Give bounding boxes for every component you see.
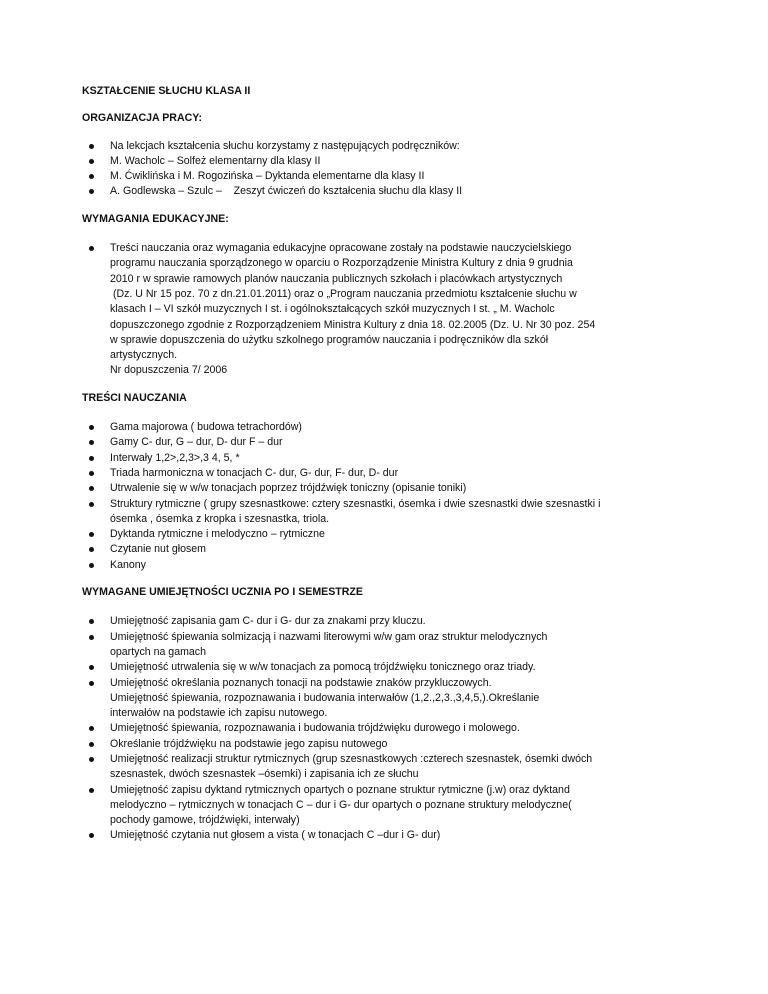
text-line: melodyczno – rytmicznych w tonacjach C – dur i G- dur opartych o poznane struktury melodyczne( xyxy=(110,798,572,811)
list-item: Interwały 1,2>,2,3>,3 4, 5, * xyxy=(82,451,692,466)
text-line: (Dz. U Nr 15 poz. 70 z dn.21.01.2011) oraz o „Program nauczania przedmiotu kształcenie słuchu w xyxy=(110,287,577,300)
text-line: Struktury rytmiczne ( grupy szesnastkowe: cztery szesnastki, ósemka i dwie szesnastki dwie szesnastki i xyxy=(110,497,601,510)
list-item: A. Godlewska – Szulc – Zeszyt ćwiczeń do kształcenia słuchu dla klasy II xyxy=(82,184,692,199)
section-heading-umiejetnosci: WYMAGANE UMIEJĘTNOŚCI UCZNIA PO I SEMESTRZE xyxy=(82,586,363,599)
wymagania-list xyxy=(82,241,692,379)
list-item: Utrwalenie się w w/w tonacjach poprzez trójdźwięk toniczny (opisanie toniki) xyxy=(82,481,692,496)
text-line: w sprawie dopuszczenia do użytku szkolnego programów nauczania i podręczników dla szkół xyxy=(110,333,549,346)
section-heading-tresci: TREŚCI NAUCZANIA xyxy=(82,391,187,404)
list-item: Dyktanda rytmiczne i melodyczno – rytmiczne xyxy=(82,527,692,542)
list-item xyxy=(82,783,692,829)
text-line: Umiejętność określania poznanych tonacji na podstawie znaków przykluczowych. xyxy=(110,676,492,689)
text-line: Umiejętność realizacji struktur rytmicznych (grup szesnastkowych :czterech szesnastek, ósemki dwóch xyxy=(110,752,593,765)
tresci-list xyxy=(82,420,692,573)
list-item: Umiejętność utrwalenia się w w/w tonacjach za pomocą trójdźwięku tonicznego oraz triady. xyxy=(82,660,692,675)
list-item: Czytanie nut głosem xyxy=(82,542,692,557)
list-item: M. Ćwiklińska i M. Rogozińska – Dyktanda elementarne dla klasy II xyxy=(82,169,692,184)
list-item: Triada harmoniczna w tonacjach C- dur, G- dur, F- dur, D- dur xyxy=(82,466,692,481)
list-item: Określanie trójdźwięku na podstawie jego zapisu nutowego xyxy=(82,737,692,752)
list-item xyxy=(82,752,692,783)
list-item: Umiejętność śpiewania, rozpoznawania i budowania trójdźwięku durowego i molowego. xyxy=(82,721,692,736)
list-item: Na lekcjach kształcenia słuchu korzystamy z następujących podręczników: xyxy=(82,139,692,154)
text-line: artystycznych. xyxy=(110,349,178,362)
section-heading-organizacja: ORGANIZACJA PRACY: xyxy=(82,112,203,125)
text-line: ósemka , ósemka z kropka i szesnastka, triola. xyxy=(110,512,330,525)
document-page xyxy=(82,84,692,844)
list-item xyxy=(82,497,692,528)
text-line: Umiejętność zapisu dyktand rytmicznych opartych o poznane struktur rytmiczne (j.w) oraz dyktand xyxy=(110,783,570,796)
list-item: Gama majorowa ( budowa tetrachordów) xyxy=(82,420,692,435)
text-line: Umiejętność śpiewania solmizacją i nazwami literowymi w/w gam oraz struktur melodycznych xyxy=(110,630,548,643)
list-item: Umiejętność czytania nut głosem a vista ( w tonacjach C –dur i G- dur) xyxy=(82,828,692,843)
text-line: Nr dopuszczenia 7/ 2006 xyxy=(110,364,228,377)
section-heading-wymagania: WYMAGANIA EDUKACYJNE: xyxy=(82,212,229,225)
list-item xyxy=(82,241,692,379)
list-item: Kanony xyxy=(82,558,692,573)
list-item xyxy=(82,676,692,722)
text-line: programu nauczania sporządzonego w oparciu o Rozporządzenie Ministra Kultury z dnia 9 grudnia xyxy=(110,257,573,270)
text-line: szesnastek, dwóch szesnastek –ósemki) i zapisania ich ze słuchu xyxy=(110,768,419,781)
text-line: Umiejętność śpiewania, rozpoznawania i budowania interwałów (1,2.,2,3.,3,4,5,).Określanie xyxy=(110,691,540,704)
list-item xyxy=(82,630,692,661)
text-line: 2010 r w sprawie ramowych planów nauczania publicznych szkołach i placówkach artystycznych xyxy=(110,272,563,285)
umiejetnosci-list xyxy=(82,614,692,843)
list-item: Umiejętność zapisania gam C- dur i G- dur za znakami przy kluczu. xyxy=(82,614,692,629)
list-item: M. Wacholc – Solfeż elementarny dla klasy II xyxy=(82,154,692,169)
text-line: Treści nauczania oraz wymagania edukacyjne opracowane zostały na podstawie nauczycielskiego xyxy=(110,242,572,255)
text-line: opartych na gamach xyxy=(110,645,206,658)
text-line: interwałów na podstawie ich zapisu nutowego. xyxy=(110,707,328,720)
text-line: pochody gamowe, trójdźwięki, interwały) xyxy=(110,814,300,827)
text-line: klasach I – VI szkół muzycznych I st. i ogólnokształcących szkół muzycznych I st. „ M. Wacholc xyxy=(110,303,555,316)
organizacja-list xyxy=(82,139,692,200)
list-item: Gamy C- dur, G – dur, D- dur F – dur xyxy=(82,435,692,450)
text-line: dopuszczonego zgodnie z Rozporządzeniem Ministra Kultury z dnia 18. 02.2005 (Dz. U. Nr 30 poz. 254 xyxy=(110,318,596,331)
document-title: KSZTAŁCENIE SŁUCHU KLASA II xyxy=(82,85,251,97)
